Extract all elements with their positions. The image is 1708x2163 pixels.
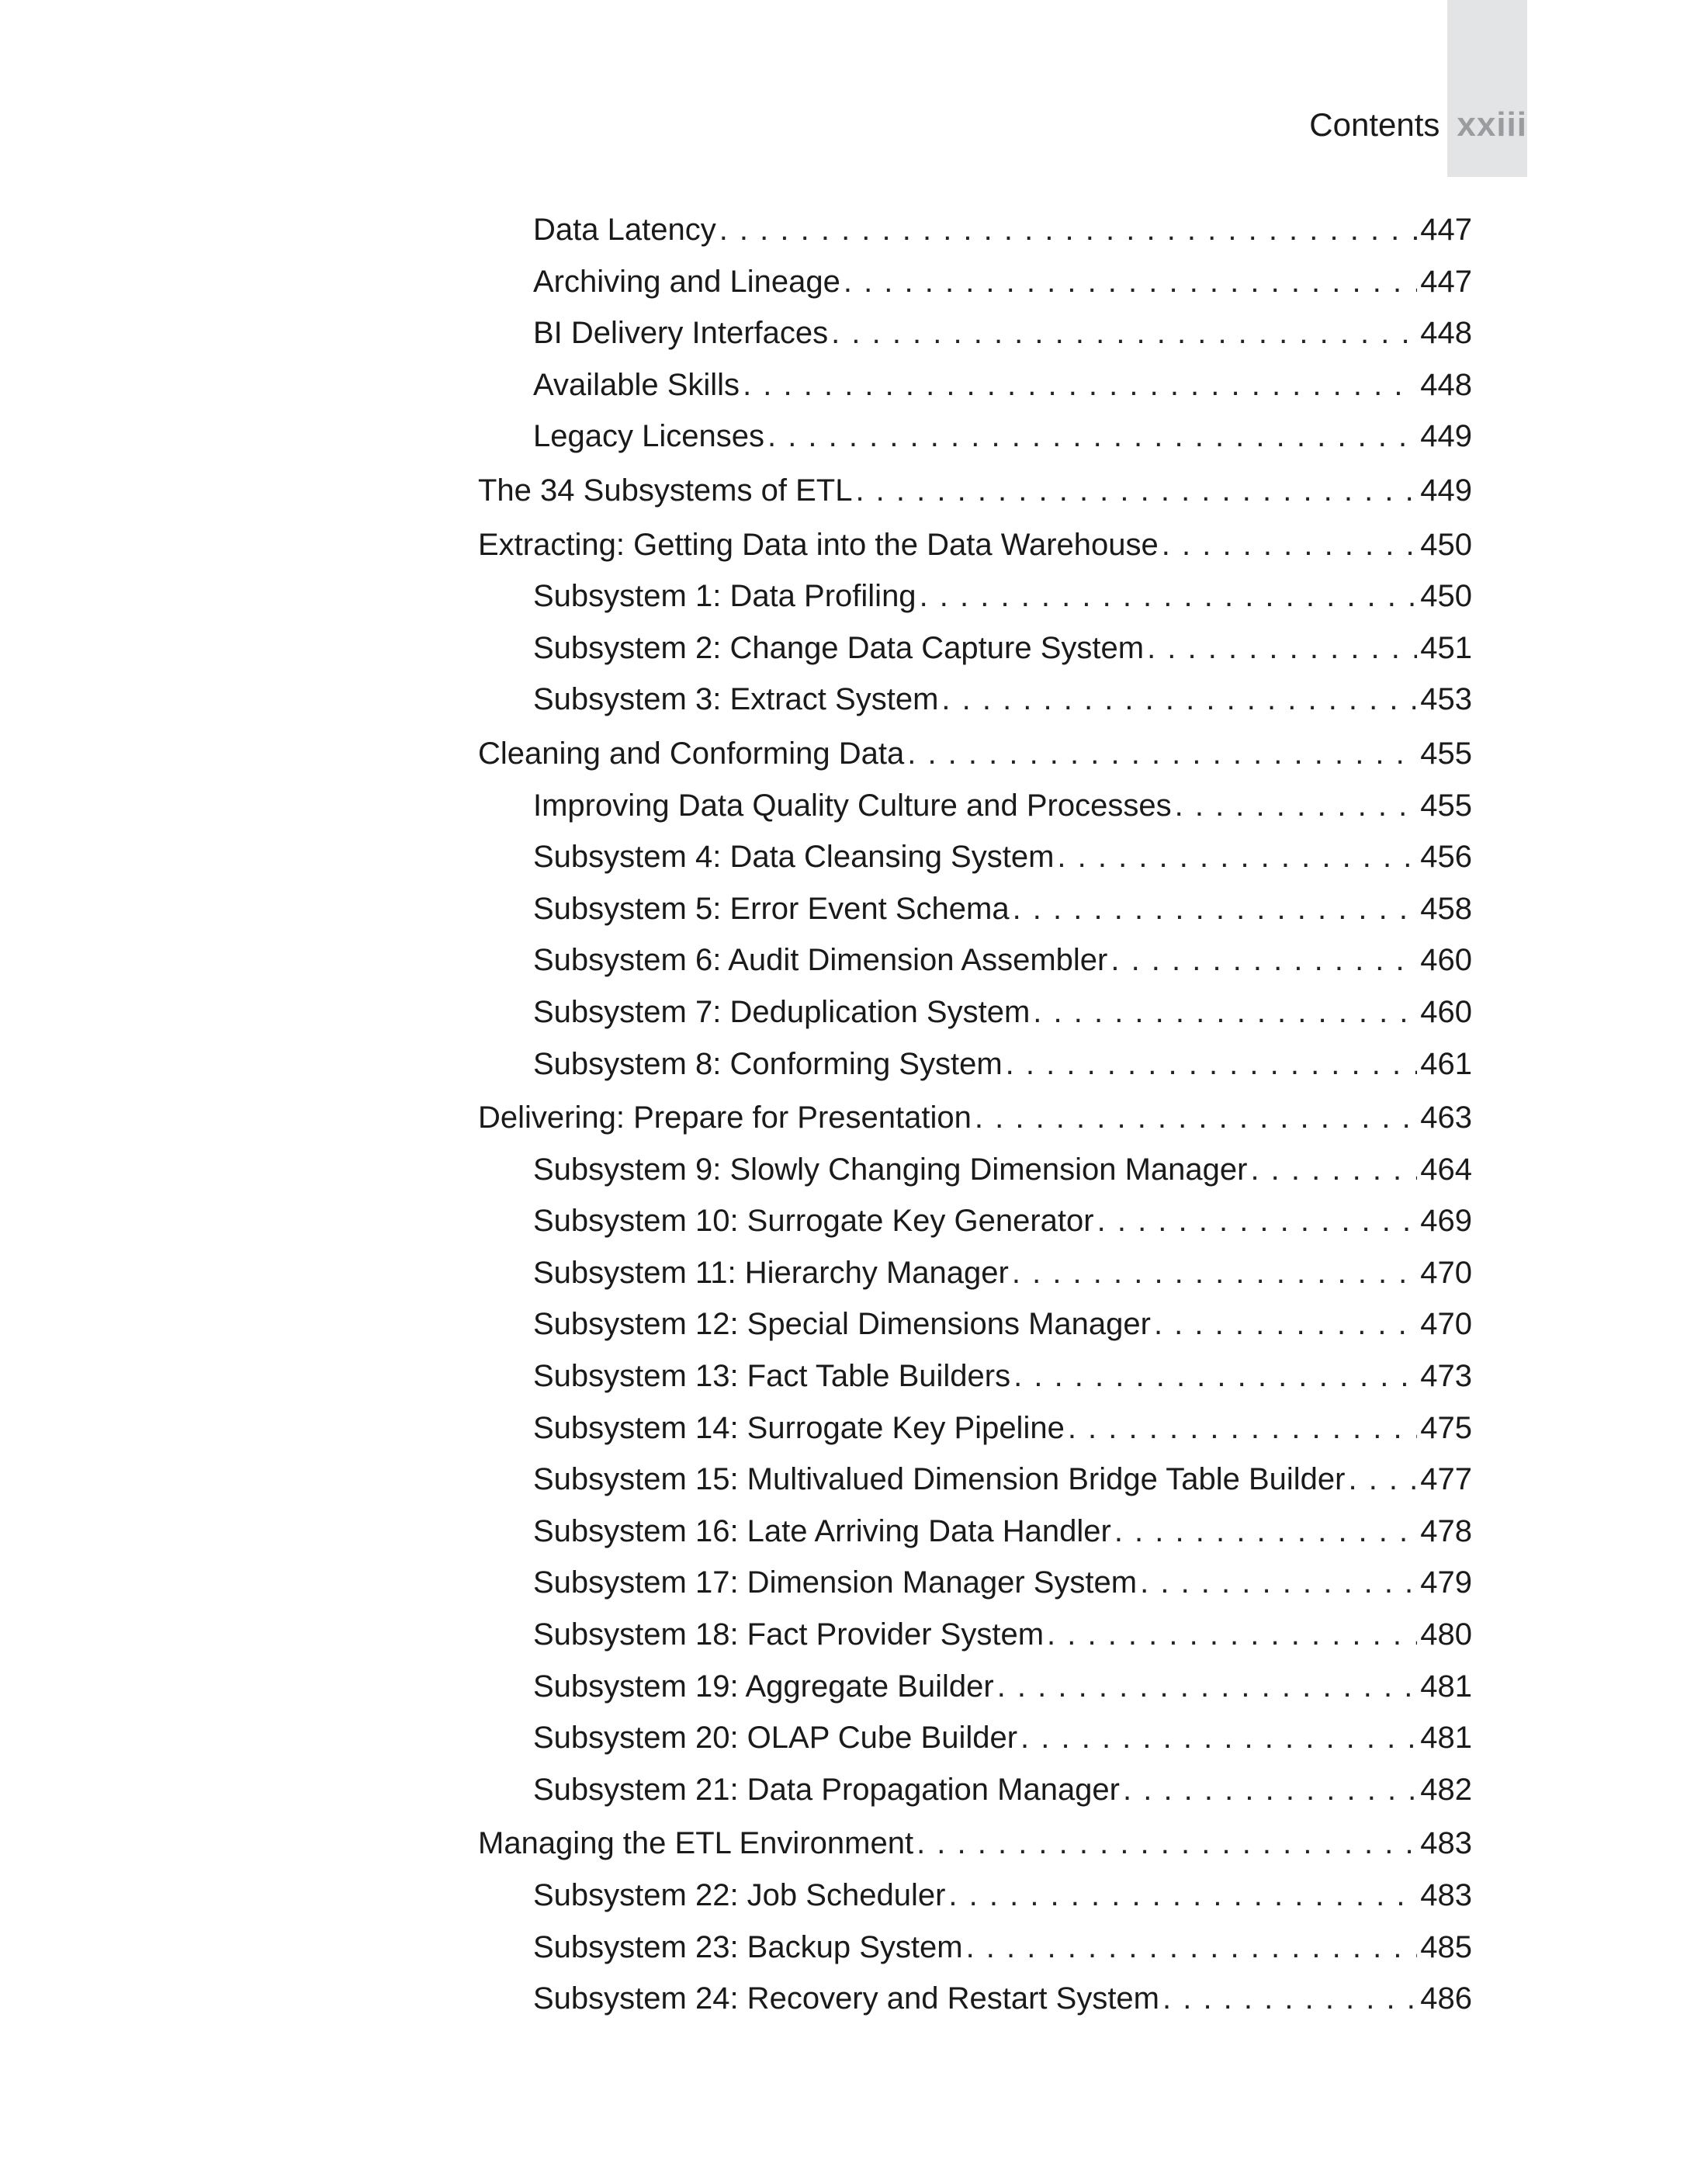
toc-subsection-entry	[478, 1402, 1472, 1454]
toc-section-entry	[478, 1818, 1472, 1870]
dot-leader	[1154, 1298, 1417, 1350]
toc-entry-page: 447	[1420, 264, 1472, 299]
toc-entry-title: Subsystem 1: Data Profiling	[533, 579, 916, 614]
toc-subsection-entry	[478, 1712, 1472, 1764]
toc-section-entry	[478, 728, 1472, 780]
dot-leader	[1147, 622, 1417, 674]
toc-subsection-entry	[478, 883, 1472, 935]
dot-leader	[767, 411, 1417, 463]
dot-leader	[941, 674, 1417, 726]
toc-subsection-entry	[478, 204, 1472, 256]
toc-entry-title: Subsystem 24: Recovery and Restart System	[533, 1981, 1159, 2016]
toc-entry-page: 483	[1420, 1878, 1472, 1912]
dot-leader	[1013, 883, 1418, 935]
toc-entry-title: Subsystem 16: Late Arriving Data Handler	[533, 1513, 1111, 1548]
toc-subsection-entry	[478, 831, 1472, 883]
dot-leader	[1047, 1609, 1417, 1661]
toc-subsection-entry	[478, 1247, 1472, 1299]
toc-subsection-entry	[478, 1661, 1472, 1713]
toc-entry-page: 475	[1420, 1410, 1472, 1445]
toc-entry-title: Subsystem 12: Special Dimensions Manager	[533, 1307, 1151, 1342]
toc-subsection-entry	[478, 1506, 1472, 1558]
toc-entry-page: 450	[1420, 527, 1472, 562]
toc-entry-title: Subsystem 21: Data Propagation Manager	[533, 1772, 1120, 1807]
toc-entry-title: Subsystem 23: Backup System	[533, 1929, 963, 1964]
toc-subsection-entry	[478, 1454, 1472, 1506]
toc-subsection-entry	[478, 622, 1472, 674]
toc-entry-page: 449	[1420, 473, 1472, 508]
dot-leader	[916, 1818, 1417, 1870]
toc-entry-title: Subsystem 2: Change Data Capture System	[533, 630, 1145, 665]
dot-leader	[1033, 986, 1417, 1038]
dot-leader	[855, 465, 1417, 517]
dot-leader	[1114, 1506, 1417, 1558]
toc-entry-page: 482	[1420, 1772, 1472, 1807]
dot-leader	[1140, 1557, 1417, 1609]
toc-entry-page: 485	[1420, 1929, 1472, 1964]
toc-entry-title: Improving Data Quality Culture and Processes	[533, 788, 1172, 823]
dot-leader	[1250, 1144, 1417, 1196]
toc-entry-title: Subsystem 8: Conforming System	[533, 1046, 1003, 1081]
toc-entry-title: Subsystem 10: Surrogate Key Generator	[533, 1204, 1094, 1239]
toc-entry-title: Managing the ETL Environment	[478, 1826, 914, 1861]
dot-leader	[1057, 831, 1417, 883]
toc-entry-title: Subsystem 22: Job Scheduler	[533, 1878, 946, 1912]
toc-section-entry	[478, 519, 1472, 571]
toc-entry-page: 478	[1420, 1513, 1472, 1548]
dot-leader	[1097, 1195, 1418, 1247]
toc-entry-title: Data Latency	[533, 213, 716, 247]
dot-leader	[1013, 1350, 1417, 1402]
toc-subsection-entry	[478, 934, 1472, 986]
dot-leader	[1068, 1402, 1417, 1454]
toc-entry-title: The 34 Subsystems of ETL	[478, 473, 853, 508]
toc-subsection-entry	[478, 1764, 1472, 1816]
dot-leader	[966, 1922, 1418, 1974]
toc-entry-page: 450	[1420, 579, 1472, 614]
toc-entry-page: 448	[1420, 316, 1472, 351]
toc-entry-page: 470	[1420, 1307, 1472, 1342]
toc-subsection-entry	[478, 1298, 1472, 1350]
toc-subsection-entry	[478, 1038, 1472, 1090]
toc-entry-title: Subsystem 17: Dimension Manager System	[533, 1565, 1138, 1600]
toc-entry-page: 453	[1420, 682, 1472, 717]
toc-entry-title: Subsystem 18: Fact Provider System	[533, 1617, 1045, 1652]
toc-subsection-entry	[478, 1870, 1472, 1922]
dot-leader	[948, 1870, 1417, 1922]
toc-subsection-entry	[478, 411, 1472, 463]
running-head	[1309, 106, 1527, 152]
dot-leader	[1006, 1038, 1418, 1090]
toc-entry-page: 460	[1420, 943, 1472, 978]
toc-entry-title: Subsystem 20: OLAP Cube Builder	[533, 1721, 1018, 1756]
dot-leader	[1123, 1764, 1417, 1816]
toc-entry-page: 470	[1420, 1255, 1472, 1290]
toc-entry-page: 461	[1420, 1046, 1472, 1081]
toc-subsection-entry	[478, 307, 1472, 359]
toc-entry-title: Subsystem 13: Fact Table Builders	[533, 1359, 1011, 1394]
toc-subsection-entry	[478, 1922, 1472, 1974]
toc-entry-page: 479	[1420, 1565, 1472, 1600]
toc-entry-page: 486	[1420, 1981, 1472, 2016]
toc-entry-title: Legacy Licenses	[533, 419, 764, 454]
toc-subsection-entry	[478, 570, 1472, 622]
toc-entry-title: Subsystem 19: Aggregate Builder	[533, 1669, 994, 1704]
toc-entry-title: Subsystem 7: Deduplication System	[533, 994, 1031, 1029]
dot-leader	[1162, 519, 1417, 571]
dot-leader	[844, 256, 1417, 308]
toc-subsection-entry	[478, 1144, 1472, 1196]
page-number: xxiii	[1457, 106, 1527, 144]
toc-entry-page: 460	[1420, 994, 1472, 1029]
toc-entry-page: 455	[1420, 788, 1472, 823]
dot-leader	[920, 570, 1418, 622]
toc-entry-title: Subsystem 5: Error Event Schema	[533, 891, 1010, 926]
toc-entry-page: 455	[1420, 736, 1472, 771]
toc-entry-page: 449	[1420, 419, 1472, 454]
toc-entry-title: Subsystem 15: Multivalued Dimension Bridge Table Builder	[533, 1462, 1346, 1497]
toc-entry-title: Subsystem 9: Slowly Changing Dimension Manager	[533, 1152, 1248, 1187]
dot-leader	[1012, 1247, 1417, 1299]
dot-leader	[1175, 780, 1418, 832]
toc-subsection-entry	[478, 780, 1472, 832]
dot-leader	[719, 204, 1418, 256]
table-of-contents	[478, 204, 1472, 2025]
toc-subsection-entry	[478, 674, 1472, 726]
toc-entry-title: Subsystem 6: Audit Dimension Assembler	[533, 943, 1108, 978]
toc-section-entry	[478, 465, 1472, 517]
toc-subsection-entry	[478, 256, 1472, 308]
dot-leader	[997, 1661, 1418, 1713]
toc-entry-page: 447	[1420, 213, 1472, 247]
toc-entry-page: 463	[1420, 1101, 1472, 1135]
toc-subsection-entry	[478, 986, 1472, 1038]
toc-entry-page: 448	[1420, 367, 1472, 402]
toc-subsection-entry	[478, 1350, 1472, 1402]
dot-leader	[907, 728, 1417, 780]
toc-section-entry	[478, 1092, 1472, 1144]
toc-entry-title: Available Skills	[533, 367, 740, 402]
toc-entry-title: Delivering: Prepare for Presentation	[478, 1101, 972, 1135]
toc-subsection-entry	[478, 1557, 1472, 1609]
toc-entry-page: 481	[1420, 1721, 1472, 1756]
toc-subsection-entry	[478, 1973, 1472, 2025]
toc-entry-page: 464	[1420, 1152, 1472, 1187]
toc-entry-title: Subsystem 11: Hierarchy Manager	[533, 1255, 1009, 1290]
toc-subsection-entry	[478, 1195, 1472, 1247]
toc-entry-title: Cleaning and Conforming Data	[478, 736, 905, 771]
dot-leader	[1162, 1973, 1417, 2025]
toc-entry-title: BI Delivery Interfaces	[533, 316, 829, 351]
toc-entry-page: 451	[1420, 630, 1472, 665]
toc-entry-page: 477	[1420, 1462, 1472, 1497]
toc-entry-page: 473	[1420, 1359, 1472, 1394]
toc-entry-page: 481	[1420, 1669, 1472, 1704]
toc-entry-page: 458	[1420, 891, 1472, 926]
dot-leader	[1348, 1454, 1417, 1506]
dot-leader	[975, 1092, 1417, 1144]
dot-leader	[1110, 934, 1417, 986]
dot-leader	[1020, 1712, 1417, 1764]
toc-entry-title: Archiving and Lineage	[533, 264, 840, 299]
toc-entry-title: Extracting: Getting Data into the Data Warehouse	[478, 527, 1159, 562]
toc-entry-title: Subsystem 4: Data Cleansing System	[533, 840, 1055, 875]
toc-entry-page: 469	[1420, 1204, 1472, 1239]
toc-subsection-entry	[478, 359, 1472, 411]
toc-entry-page: 480	[1420, 1617, 1472, 1652]
toc-subsection-entry	[478, 1609, 1472, 1661]
dot-leader	[831, 307, 1417, 359]
dot-leader	[743, 359, 1417, 411]
toc-entry-title: Subsystem 14: Surrogate Key Pipeline	[533, 1410, 1065, 1445]
running-head-title: Contents	[1309, 106, 1440, 143]
toc-entry-title: Subsystem 3: Extract System	[533, 682, 939, 717]
toc-entry-page: 456	[1420, 840, 1472, 875]
toc-entry-page: 483	[1420, 1826, 1472, 1861]
